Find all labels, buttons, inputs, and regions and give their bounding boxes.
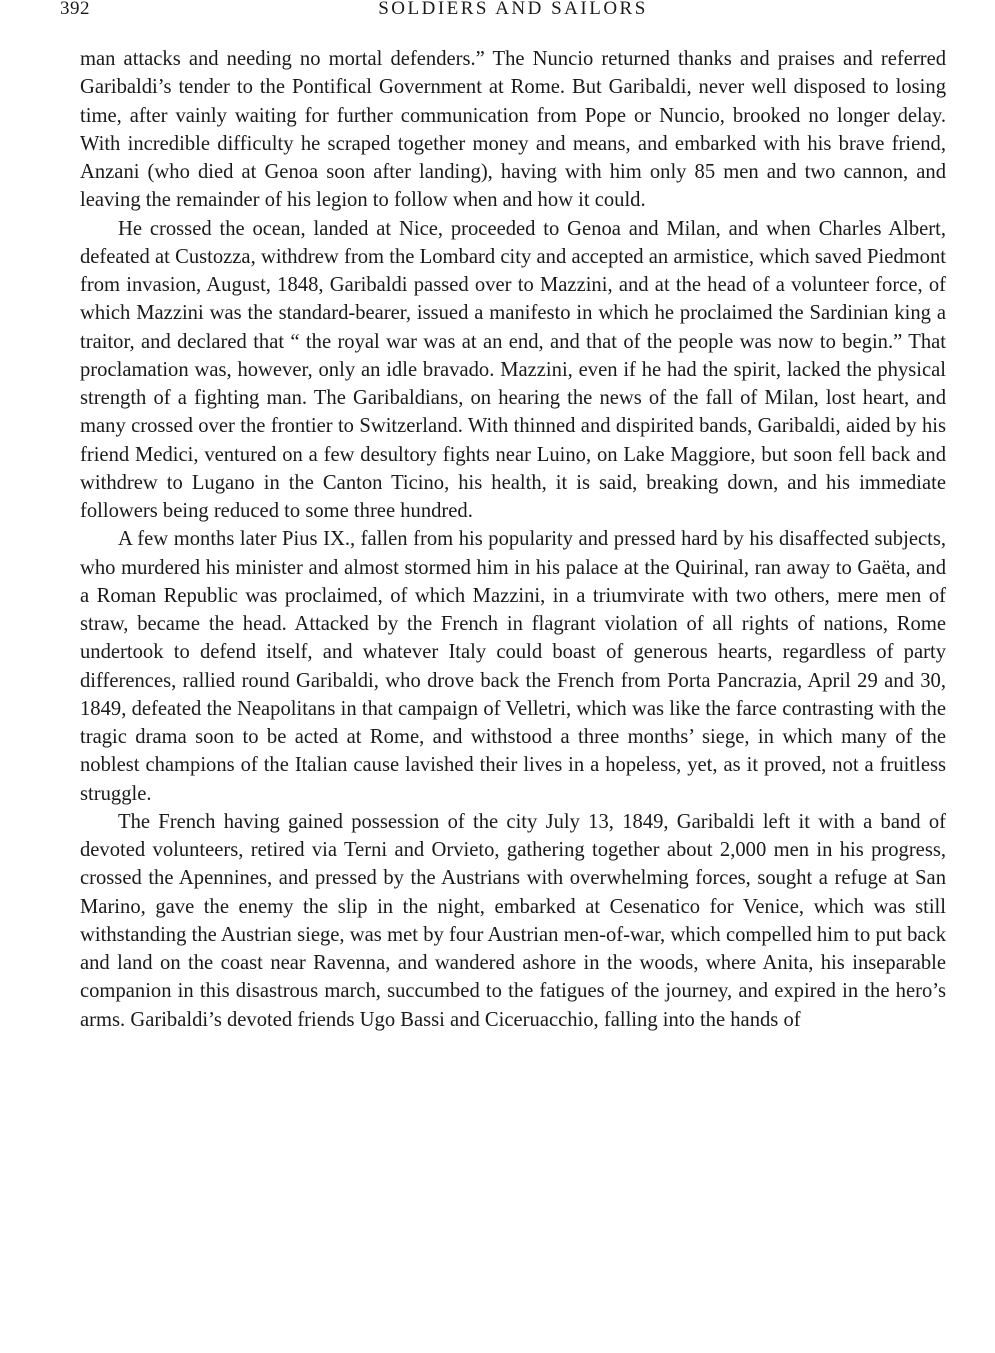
paragraph-4: The French having gained possession of the city July 13, 1849, Garibaldi left it with a band of devoted volunteers, retired via Terni and Orvieto, gathering together about 2,000 men in his progress, crossed the Apennines, and pressed by the Austrians with overwhelming forces, sought a refuge at San Marino, gave the enemy the slip in the night, embarked at Cesenatico for Venice, which was still withstanding the Austrian siege, was met by four Austrian men-of-war, which compelled him to put back and land on the coast near Ravenna, and wandered ashore in the woods, where Anita, his inseparable companion in this disastrous march, succumbed to the fatigues of the journey, and expired in the hero’s arms. Garibaldi’s devoted friends Ugo Bassi and Ciceruacchio, falling into the hands of — [80, 810, 946, 1031]
paragraph-1: man attacks and needing no mortal defenders.” The Nuncio returned thanks and praises and referred Garibaldi’s tender to the Pontifical Government at Rome. But Garibaldi, never well disposed to losing time, after vainly waiting for further communication from Pope or Nuncio, brooked no longer delay. With incredible difficulty he scraped together money and means, and embarked with his brave friend, Anzani (who died at Genoa soon after landing), having with him only 85 men and two cannon, and leaving the remainder of his legion to follow when and how it could. — [80, 48, 946, 212]
running-head: SOLDIERS AND SAILORS — [378, 0, 648, 19]
page-header — [60, 0, 946, 26]
paragraph-3: A few months later Pius IX., fallen from his popularity and pressed hard by his disaffected subjects, who murdered his minister and almost stormed him in his palace at the Quirinal, ran away to Gaëta, and a Roman Republic was proclaimed, of which Mazzini, in a triumvirate with two others, mere men of straw, became the head. Attacked by the French in flagrant violation of all rights of nations, Rome undertook to defend itself, and whatever Italy could boast of generous hearts, regardless of party differences, rallied round Garibaldi, who drove back the French from Porta Pancrazia, April 29 and 30, 1849, defeated the Neapolitans in that campaign of Velletri, which was like the farce contrasting with the tragic drama soon to be acted at Rome, and withstood a three months’ siege, in which many of the noblest champions of the Italian cause lavished their lives in a hopeless, yet, as it proved, not a fruitless struggle. — [80, 528, 946, 805]
page-number: 392 — [60, 0, 90, 19]
paragraph-2: He crossed the ocean, landed at Nice, proceeded to Genoa and Milan, and when Charles Albert, defeated at Custozza, withdrew from the Lombard city and accepted an armistice, which saved Piedmont from invasion, August, 1848, Garibaldi passed over to Mazzini, and at the head of a volunteer force, of which Mazzini was the standard-bearer, issued a manifesto in which he proclaimed the Sardinian king a traitor, and declared that “ the royal war was at an end, and that of the people was now to begin.” That proclamation was, however, only an idle bravado. Mazzini, even if he had the spirit, lacked the physical strength of a fighting man. The Garibaldians, on hearing the news of the fall of Milan, lost heart, and many crossed over the frontier to Switzerland. With thinned and dispirited bands, Garibaldi, aided by his friend Medici, ventured on a few desultory fights near Luino, on Lake Maggiore, but soon fell back and withdrew to Lugano in the Canton Ticino, his health, it is said, breaking down, and his immediate followers being reduced to some three hundred. — [80, 217, 946, 522]
body-text — [80, 45, 946, 1034]
